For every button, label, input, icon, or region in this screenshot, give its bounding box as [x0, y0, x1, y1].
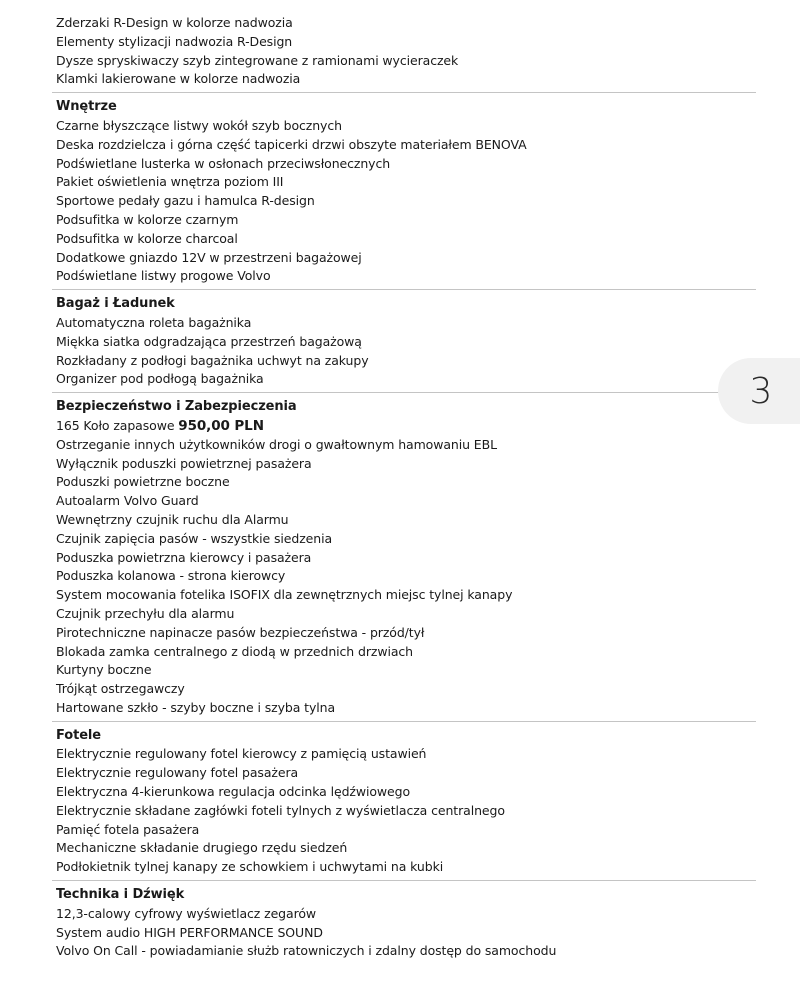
list-item: System mocowania fotelika ISOFIX dla zewnętrznych miejsc tylnej kanapy [56, 587, 513, 603]
list-item: Elementy stylizacji nadwozia R-Design [56, 33, 293, 49]
list-item: Czujnik zapięcia pasów - wszystkie siedzenia [56, 530, 333, 546]
page-number: 3 [749, 370, 773, 412]
list-item: Podświetlane lusterka w osłonach przeciwsłonecznych [56, 155, 391, 171]
list-item: Zderzaki R-Design w kolorze nadwozia [56, 15, 293, 30]
intro-list [56, 14, 752, 89]
section-divider [52, 880, 756, 881]
list-item: Elektrycznie regulowany fotel kierowcy z pamięcią ustawień [56, 746, 427, 762]
list-item: Podświetlane listwy progowe Volvo [56, 268, 271, 284]
item-price: 950,00 PLN [178, 417, 264, 434]
section-divider [52, 721, 756, 722]
list-item: Wewnętrzny czujnik ruchu dla Alarmu [56, 511, 289, 527]
list-item: Elektryczna 4-kierunkowa regulacja odcinka lędźwiowego [56, 784, 410, 800]
list-item: Elektrycznie składane zagłówki foteli tylnych z wyświetlacza centralnego [56, 802, 505, 818]
list-item: Pamięć fotela pasażera [56, 821, 200, 837]
list-item: Miękka siatka odgradzająca przestrzeń bagażową [56, 333, 362, 349]
section-divider [52, 392, 756, 393]
page-number-tab [718, 358, 800, 424]
list-item: Volvo On Call - powiadamianie służb ratowniczych i zdalny dostęp do samochodu [56, 943, 557, 959]
list-item: Trójkąt ostrzegawczy [56, 681, 185, 697]
section-technika [56, 886, 752, 961]
list-item: Automatyczna roleta bagażnika [56, 314, 252, 330]
section-fotele [56, 727, 752, 877]
equipment-list [56, 14, 752, 961]
list-item: 12,3-calowy cyfrowy wyświetlacz zegarów [56, 905, 317, 921]
section-divider [52, 92, 756, 93]
list-item: Poduszka kolanowa - strona kierowcy [56, 568, 286, 584]
list-item: Elektrycznie regulowany fotel pasażera [56, 765, 299, 781]
priced-list-item [56, 417, 752, 436]
list-item: Poduszki powietrzne boczne [56, 474, 230, 490]
list-item: Klamki lakierowane w kolorze nadwozia [56, 71, 301, 87]
list-item: Hartowane szkło - szyby boczne i szyba tylna [56, 699, 336, 715]
list-item: Pakiet oświetlenia wnętrza poziom III [56, 174, 284, 190]
list-item: Organizer pod podłogą bagażnika [56, 371, 264, 387]
section-divider [52, 289, 756, 290]
list-item: Deska rozdzielcza i górna część tapicerki drzwi obszyte materiałem BENOVA [56, 136, 527, 152]
section-title: Wnętrze [56, 99, 117, 115]
section-title: Technika i Dźwięk [56, 887, 185, 903]
list-item: Wyłącznik poduszki powietrznej pasażera [56, 455, 312, 471]
section-title: Bezpieczeństwo i Zabezpieczenia [56, 399, 297, 415]
list-item: Autoalarm Volvo Guard [56, 493, 199, 509]
list-item: Poduszka powietrzna kierowcy i pasażera [56, 549, 312, 565]
section-bagaz [56, 295, 752, 389]
list-item: Pirotechniczne napinacze pasów bezpieczeństwa - przód/tył [56, 624, 425, 640]
priced-item-label: 165 Koło zapasowe [56, 417, 175, 433]
section-wnetrze [56, 98, 752, 286]
list-item: Czujnik przechyłu dla alarmu [56, 605, 235, 621]
list-item: Czarne błyszczące listwy wokół szyb bocznych [56, 117, 342, 133]
list-item: Kurtyny boczne [56, 662, 152, 678]
list-item: Rozkładany z podłogi bagażnika uchwyt na zakupy [56, 352, 369, 368]
list-item: Podsufitka w kolorze charcoal [56, 230, 238, 246]
list-item: Dodatkowe gniazdo 12V w przestrzeni bagażowej [56, 249, 362, 265]
section-title: Fotele [56, 727, 101, 743]
section-title: Bagaż i Ładunek [56, 296, 175, 312]
list-item: Dysze spryskiwaczy szyb zintegrowane z ramionami wycieraczek [56, 52, 459, 68]
list-item: Mechaniczne składanie drugiego rzędu siedzeń [56, 840, 348, 856]
section-bezpieczenstwo [56, 398, 752, 718]
list-item: Podsufitka w kolorze czarnym [56, 211, 239, 227]
list-item: Blokada zamka centralnego z diodą w przednich drzwiach [56, 643, 413, 659]
list-item: System audio HIGH PERFORMANCE SOUND [56, 924, 323, 940]
list-item: Ostrzeganie innych użytkowników drogi o gwałtownym hamowaniu EBL [56, 436, 497, 452]
list-item: Podłokietnik tylnej kanapy ze schowkiem i uchwytami na kubki [56, 859, 444, 875]
list-item: Sportowe pedały gazu i hamulca R-design [56, 193, 315, 209]
